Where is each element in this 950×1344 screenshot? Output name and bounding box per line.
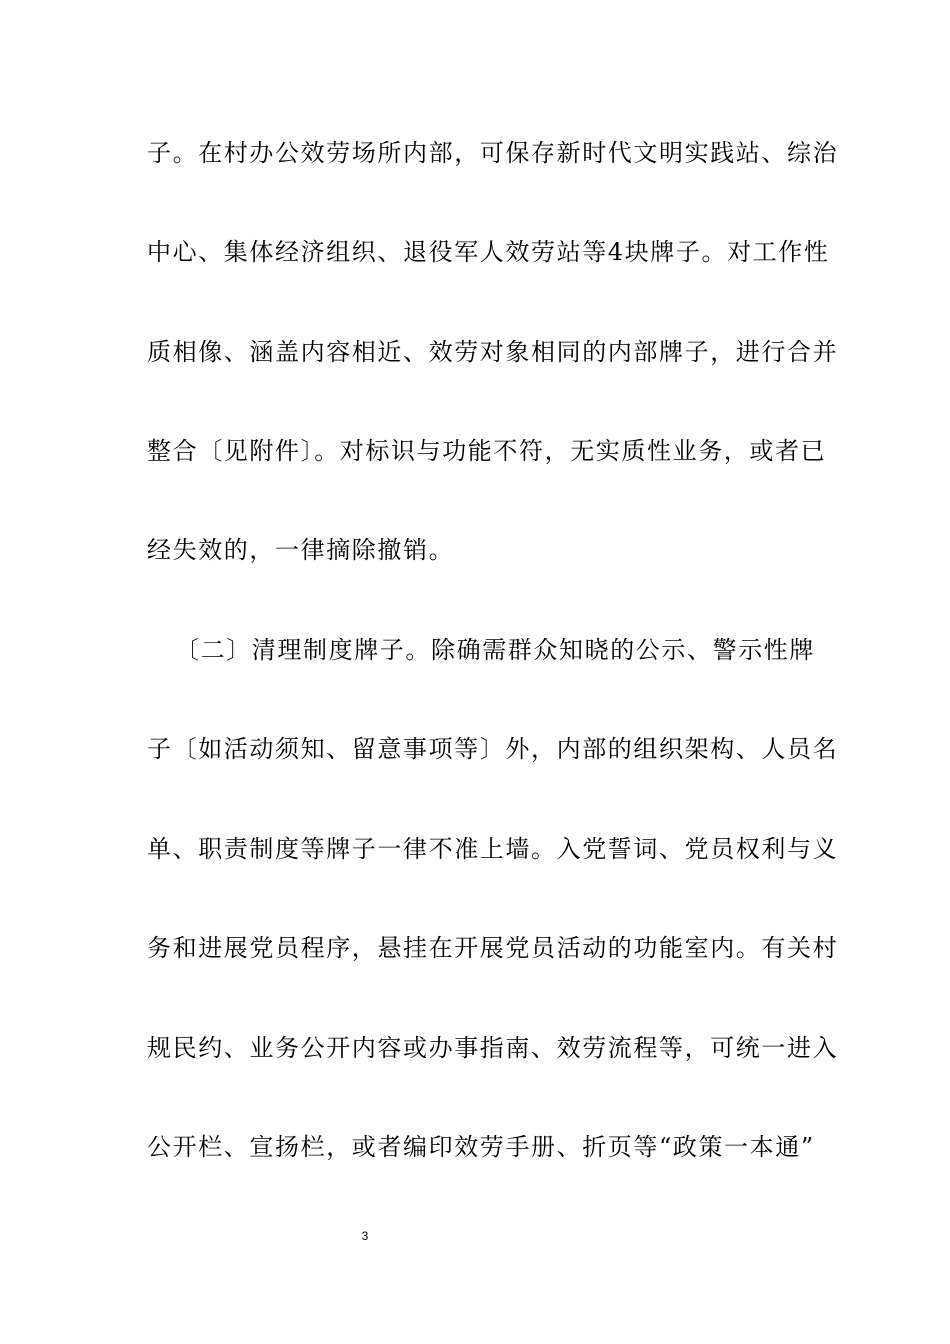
paragraph-line: 整合〔见附件〕。对标识与功能不符，无实质性业务，或者已 — [147, 437, 827, 465]
paragraph-line: 单、职责制度等牌子一律不准上墙。入党誓词、党员权利与义 — [147, 835, 839, 863]
paragraph-line: 中心、集体经济组织、退役军人效劳站等4块牌子。对工作性 — [147, 238, 830, 266]
paragraph-line: 公开栏、宣扬栏，或者编印效劳手册、折页等“政策一本通” — [147, 1133, 815, 1161]
page-number: 3 — [361, 1229, 369, 1243]
paragraph-line: 规民约、业务公开内容或办事指南、效劳流程等，可统一进入 — [147, 1034, 839, 1062]
section-heading-line: 〔二〕清理制度牌子。除确需群众知晓的公示、警示性牌 — [175, 636, 815, 664]
paragraph-line: 质相像、涵盖内容相近、效劳对象相同的内部牌子，进行合并 — [147, 338, 839, 366]
paragraph-line: 子〔如活动须知、留意事项等〕外，内部的组织架构、人员名 — [147, 735, 839, 763]
paragraph-line: 子。在村办公效劳场所内部，可保存新时代文明实践站、综治 — [147, 139, 839, 167]
paragraph-line: 经失效的，一律摘除撤销。 — [147, 536, 455, 564]
paragraph-line: 务和进展党员程序，悬挂在开展党员活动的功能室内。有关村 — [147, 934, 839, 962]
